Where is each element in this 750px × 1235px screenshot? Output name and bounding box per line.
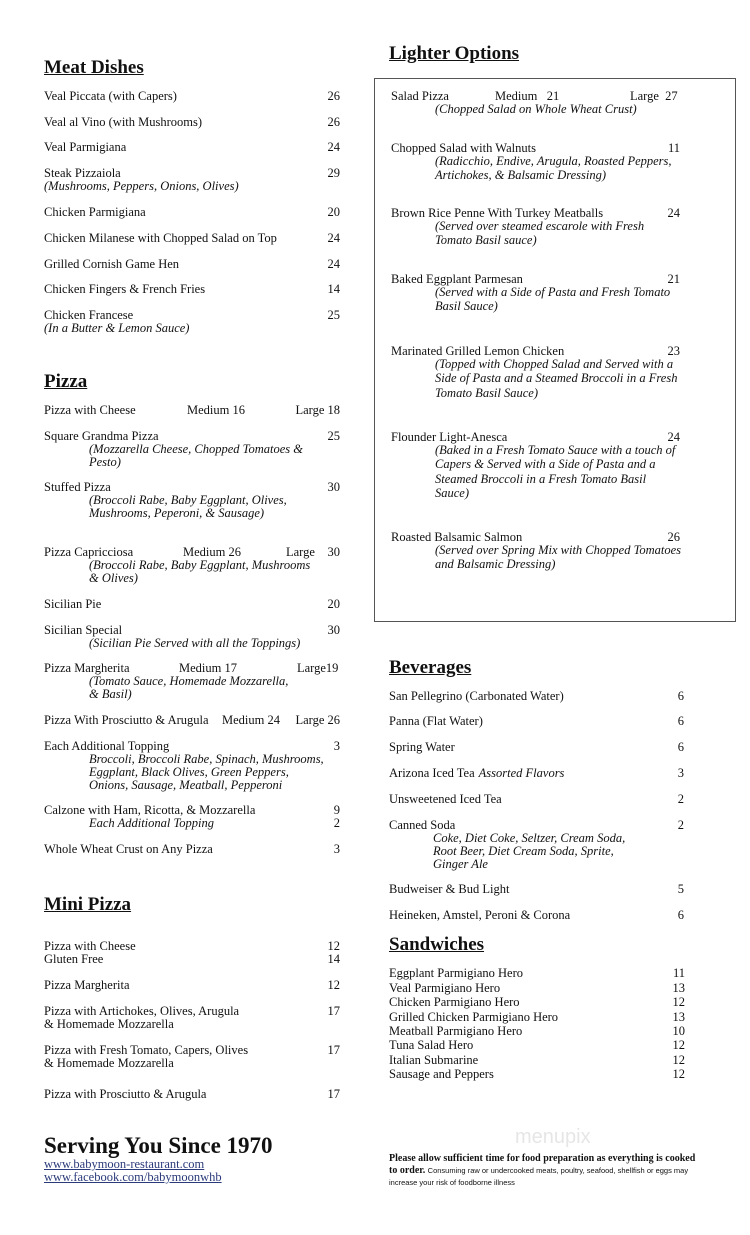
- menu-item-name: Canned Soda: [389, 818, 456, 832]
- menu-item-name: Chicken Francese: [44, 308, 134, 322]
- pizza-heading: Pizza: [44, 371, 88, 392]
- item-price: 13: [672, 981, 685, 995]
- menu-item-name: Veal Piccata (with Capers): [44, 89, 177, 103]
- menu-item-name: Flounder Light-Anesca: [391, 430, 508, 444]
- item-price: 26: [667, 530, 680, 544]
- menu-item-description: Pesto): [89, 455, 121, 469]
- meat-heading: Meat Dishes: [44, 57, 144, 78]
- item-price: 12: [672, 1053, 685, 1067]
- menu-item-description: Artichokes, & Balsamic Dressing): [435, 168, 607, 183]
- menu-item-name-line2: & Homemade Mozzarella: [44, 1056, 174, 1070]
- item-price: 14: [327, 282, 340, 296]
- item-price: 6: [677, 714, 684, 728]
- medium-price: Medium 21: [495, 89, 560, 103]
- item-price: 12: [672, 995, 685, 1009]
- menu-item-description: Eggplant, Black Olives, Green Peppers,: [89, 765, 289, 779]
- item-price: 24: [327, 231, 340, 245]
- menu-item-name: Brown Rice Penne With Turkey Meatballs: [391, 206, 604, 220]
- large-price: Large 27: [630, 89, 678, 103]
- item-price: 20: [327, 205, 340, 219]
- item-note: Assorted Flavors: [478, 766, 565, 780]
- item-price: 12: [672, 1067, 685, 1081]
- menu-item-name: Pizza with Fresh Tomato, Capers, Olives: [44, 1043, 249, 1057]
- item-price: 9: [333, 803, 340, 817]
- menu-item-description: Sauce): [435, 485, 470, 500]
- menu-item-description: (Mushrooms, Peppers, Onions, Olives): [44, 179, 239, 193]
- menu-item-description: (Served with a Side of Pasta and Fresh Tomato: [435, 285, 671, 299]
- item-price: 12: [327, 939, 340, 953]
- item-price: 2: [677, 792, 684, 806]
- menu-item-description: and Balsamic Dressing): [435, 557, 556, 572]
- item-price: 30: [327, 480, 340, 494]
- menu-item-name: Pizza with Cheese: [44, 939, 136, 953]
- menu-item-name: Pizza with Cheese: [44, 403, 136, 417]
- lighter-heading: Lighter Options: [389, 43, 520, 64]
- menu-item-description: (In a Butter & Lemon Sauce): [44, 321, 190, 335]
- mini-heading: Mini Pizza: [44, 894, 132, 915]
- menu-item-name: Budweiser & Bud Light: [389, 882, 510, 896]
- item-price: 3: [333, 842, 340, 856]
- large-price: Large: [286, 545, 315, 559]
- item-price: 5: [677, 882, 684, 896]
- menu-item-description: & Basil): [89, 687, 132, 701]
- menu-item-name: Whole Wheat Crust on Any Pizza: [44, 842, 213, 856]
- menu-item-name: Veal al Vino (with Mushrooms): [44, 115, 203, 129]
- item-price: 17: [327, 1087, 340, 1101]
- menu-item-name: Veal Parmigiano Hero: [389, 981, 501, 995]
- item-price: 24: [327, 257, 340, 271]
- menu-item-description: (Tomato Sauce, Homemade Mozzarella,: [89, 674, 289, 688]
- medium-price: Medium 17: [179, 661, 237, 675]
- item-price: 24: [327, 140, 340, 154]
- item-price: 30: [327, 545, 340, 559]
- menu-item-name: Veal Parmigiana: [44, 140, 127, 154]
- menu-item-name: Pizza with Artichokes, Olives, Arugula: [44, 1004, 240, 1018]
- website-link[interactable]: www.babymoon-restaurant.com: [44, 1157, 205, 1171]
- large-price: Large19: [297, 661, 339, 675]
- menu-item-name: Gluten Free: [44, 952, 104, 966]
- item-price: 26: [327, 115, 340, 129]
- menu-item-name: Chopped Salad with Walnuts: [391, 141, 536, 155]
- menu-item-description: (Baked in a Fresh Tomato Sauce with a touch of: [435, 443, 676, 457]
- menu-item-description: Mushrooms, Peperoni, & Sausage): [89, 506, 265, 520]
- menu-item-name: Sicilian Pie: [44, 597, 102, 611]
- menu-item-description: Side of Pasta and a Steamed Broccoli in a Fresh: [435, 371, 678, 386]
- item-name-text: Arizona Iced Tea: [389, 766, 475, 780]
- menu-item-name: Salad Pizza: [391, 89, 449, 103]
- menu-item-name: Marinated Grilled Lemon Chicken: [391, 344, 565, 358]
- menu-item-name: Sicilian Special: [44, 623, 123, 637]
- item-price: 13: [672, 1010, 685, 1024]
- menu-item-description: (Topped with Chopped Salad and Served with a: [435, 357, 674, 371]
- menu-item-name: Pizza Capricciosa: [44, 545, 134, 559]
- menu-item-name: Each Additional Topping: [89, 816, 215, 830]
- item-price: Large 18: [295, 403, 340, 417]
- menu-item-name: Eggplant Parmigiano Hero: [389, 966, 523, 980]
- menu-item-name: Italian Submarine: [389, 1053, 479, 1067]
- menu-item-description: (Broccoli Rabe, Baby Eggplant, Olives,: [89, 493, 287, 507]
- menu-item-description: (Chopped Salad on Whole Wheat Crust): [435, 102, 637, 116]
- item-price: 14: [327, 952, 340, 966]
- menu-item-description: (Served over Spring Mix with Chopped Tomatoes: [435, 543, 682, 557]
- menu-item-name-line2: & Homemade Mozzarella: [44, 1017, 174, 1031]
- menu-item-description: Broccoli, Broccoli Rabe, Spinach, Mushrooms,: [89, 752, 324, 766]
- menu-item-description: Coke, Diet Coke, Seltzer, Cream Soda,: [433, 831, 626, 845]
- menu-item-description: (Sicilian Pie Served with all the Toppings): [89, 636, 301, 650]
- item-price: 3: [677, 766, 684, 780]
- item-price: 2: [677, 818, 684, 832]
- sandwiches-heading: Sandwiches: [389, 934, 485, 955]
- menu-item-name: Each Additional Topping: [44, 739, 170, 753]
- notice-text: Consuming raw or undercooked meats, poultry, seafood, shellfish or eggs may increase your risk of foodborne illness: [389, 1166, 689, 1187]
- menu-item-description: Steamed Broccoli in a Fresh Tomato Basil: [435, 471, 647, 486]
- item-price: 3: [333, 739, 340, 753]
- item-price: 20: [327, 597, 340, 611]
- item-price: 17: [327, 1004, 340, 1018]
- menu-item-description: (Broccoli Rabe, Baby Eggplant, Mushrooms: [89, 558, 311, 572]
- menu-item-name: Chicken Parmigiana: [44, 205, 146, 219]
- menu-item-name: Panna (Flat Water): [389, 714, 483, 728]
- item-price: 25: [327, 429, 340, 443]
- menu-item-name: Pizza Margherita: [44, 978, 130, 992]
- menu-item-name: Chicken Fingers & French Fries: [44, 282, 206, 296]
- menu-item-description: (Radicchio, Endive, Arugula, Roasted Peppers,: [435, 154, 672, 168]
- menu-item-name: Grilled Chicken Parmigiano Hero: [389, 1010, 559, 1024]
- item-price: 6: [677, 740, 684, 754]
- item-price: 24: [667, 430, 680, 444]
- item-price: 11: [667, 141, 680, 155]
- menu-item-name: Chicken Milanese with Chopped Salad on Top: [44, 231, 277, 245]
- item-price: 26: [327, 89, 340, 103]
- menu-item-name: Roasted Balsamic Salmon: [391, 530, 523, 544]
- menu-item-name: Pizza Margherita: [44, 661, 130, 675]
- item-price: 6: [677, 689, 684, 703]
- item-price: 23: [667, 344, 680, 358]
- menu-item-name: San Pellegrino (Carbonated Water): [389, 689, 564, 703]
- item-price: 12: [327, 978, 340, 992]
- item-price: 10: [672, 1024, 685, 1038]
- menu-item-name: Baked Eggplant Parmesan: [391, 272, 523, 286]
- menu-item-name: Tuna Salad Hero: [389, 1038, 474, 1052]
- menu-item-description: Tomato Basil Sauce): [435, 385, 539, 400]
- menu-item-description: & Olives): [89, 571, 138, 585]
- menu-item-name: Chicken Parmigiano Hero: [389, 995, 520, 1009]
- item-price: 21: [667, 272, 680, 286]
- item-price: 17: [327, 1043, 340, 1057]
- slogan: Serving You Since 1970: [44, 1133, 273, 1158]
- menu-item-name: Heineken, Amstel, Peroni & Corona: [389, 908, 571, 922]
- menu-item-name: Sausage and Peppers: [389, 1067, 494, 1081]
- item-price: 6: [677, 908, 684, 922]
- menu-item-description: Root Beer, Diet Cream Soda, Sprite,: [433, 844, 614, 858]
- item-price: 2: [333, 816, 340, 830]
- menu-item-name: Steak Pizzaiola: [44, 166, 121, 180]
- menu-item-name: Stuffed Pizza: [44, 480, 111, 494]
- notice-bold: Please allow sufficient time for food preparation as everything is cooked to order.: [389, 1153, 696, 1176]
- menu-item-name: Grilled Cornish Game Hen: [44, 257, 180, 271]
- medium-price: Medium 26: [183, 545, 241, 559]
- item-price: 12: [672, 1038, 685, 1052]
- medium-price: Medium 24: [222, 713, 280, 727]
- item-price: 11: [672, 966, 685, 980]
- menu-item-name: Meatball Parmigiano Hero: [389, 1024, 523, 1038]
- item-price: 24: [667, 206, 680, 220]
- item-price: Large 26: [295, 713, 340, 727]
- menu-item-name: [389, 767, 564, 780]
- menu-item-description: (Served over steamed escarole with Fresh: [435, 219, 645, 233]
- item-price: 29: [327, 166, 340, 180]
- item-price: 30: [327, 623, 340, 637]
- beverages-heading: Beverages: [389, 657, 472, 678]
- item-price: 25: [327, 308, 340, 322]
- menu-item-description: (Mozzarella Cheese, Chopped Tomatoes &: [89, 442, 303, 456]
- menu-item-name: Unsweetened Iced Tea: [389, 792, 502, 806]
- menu-item-name: Square Grandma Pizza: [44, 429, 159, 443]
- menu-item-name: Pizza With Prosciutto & Arugula: [44, 713, 209, 727]
- menu-item-description: Capers & Served with a Side of Pasta and a: [435, 457, 656, 472]
- menu-item-description: Basil Sauce): [435, 299, 498, 314]
- food-notice: [389, 1153, 699, 1189]
- menu-item-name: Calzone with Ham, Ricotta, & Mozzarella: [44, 803, 256, 817]
- menu-item-description: Tomato Basil sauce): [435, 233, 537, 248]
- menu-item-description: Onions, Sausage, Meatball, Pepperoni: [89, 778, 283, 792]
- facebook-link[interactable]: www.facebook.com/babymoonwhb: [44, 1170, 222, 1184]
- menu-item-name: Spring Water: [389, 740, 455, 754]
- medium-price: Medium 16: [187, 403, 245, 417]
- menu-item-name: Pizza with Prosciutto & Arugula: [44, 1087, 207, 1101]
- watermark: menupix: [515, 1126, 591, 1148]
- menu-item-description: Ginger Ale: [433, 857, 488, 871]
